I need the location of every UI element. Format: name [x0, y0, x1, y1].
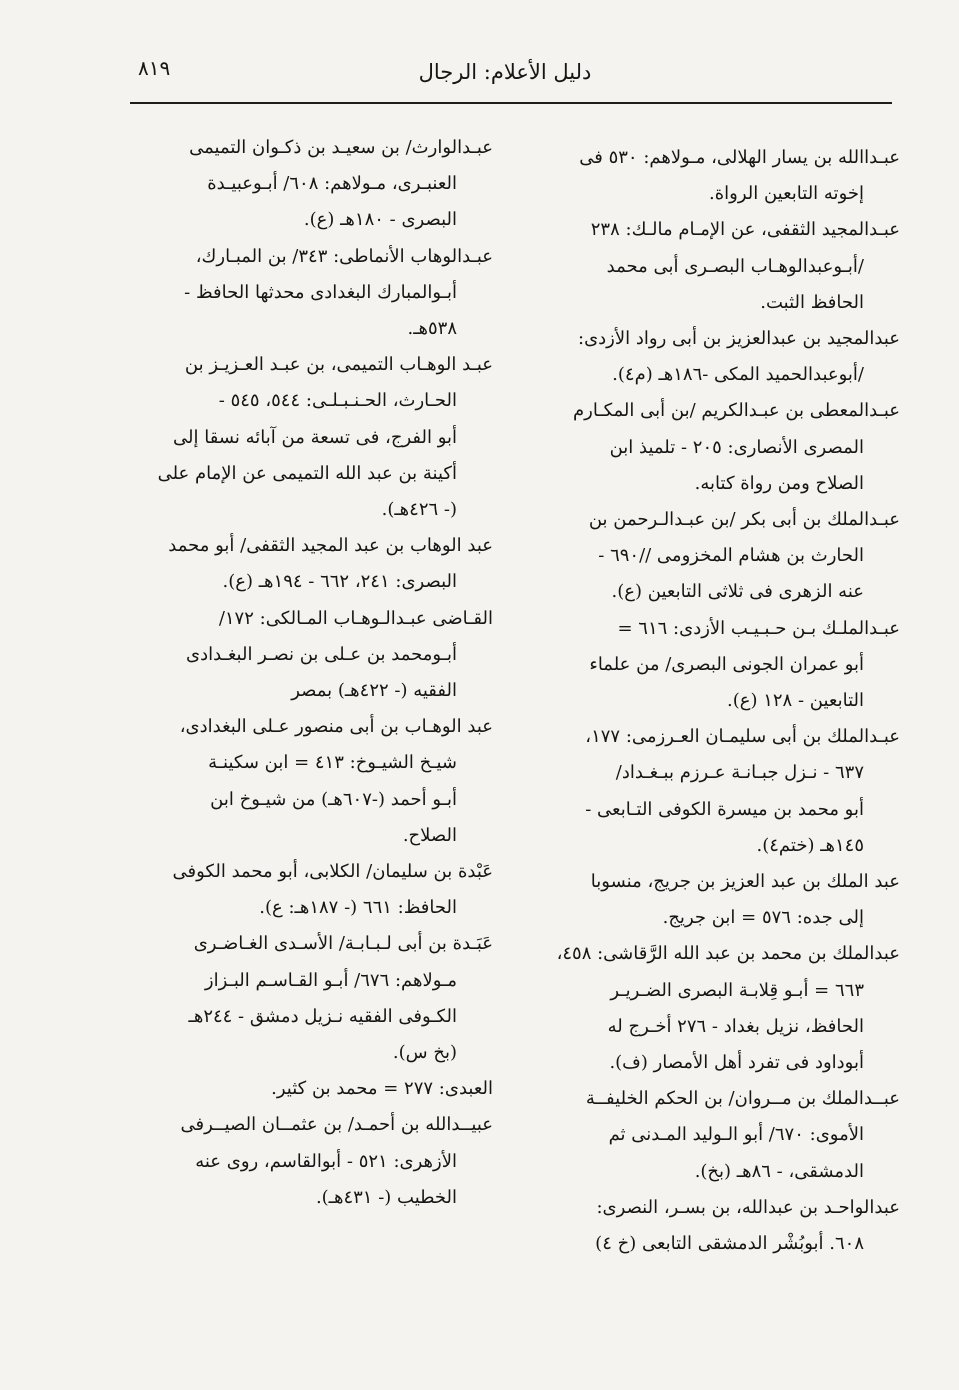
entry-continuation-line: الدمشقى، - ٨٦هـ (بخ).: [694, 1160, 864, 1182]
entry-headword-line: العبدى: ٢٧٧ = محمد بن كثير.: [271, 1078, 493, 1100]
entry-headword-line: عبد الملك بن عبد العزيز بن جريج، منسوبا: [590, 871, 900, 893]
entry-continuation-line: /أبوعبدالحميد المكى -١٨٦هـ (م٤).: [612, 364, 864, 386]
index-entry: [522, 1081, 900, 1190]
entry-headword-line: القـاضى عبـدالـوهـاب المـالكى: ١٧٢/: [218, 607, 493, 629]
entry-continuation-line: ١٤٥هـ (ختم٤).: [756, 834, 864, 856]
index-entry: [522, 393, 900, 502]
index-entry: [125, 239, 493, 348]
entry-headword-line: عبـدالملك بن أبى بكر /بن عبـدالـرحمن بن: [588, 509, 900, 531]
entry-headword-line: عبد الوهـاب بن أبى منصور عـلى البغدادى،: [179, 716, 493, 738]
index-entry: [522, 1190, 900, 1262]
entry-headword-line: عبـدالوارث/ بن سعيـد بن ذكـوان التميمى: [189, 137, 493, 158]
index-entry: [522, 321, 900, 393]
entry-continuation-line: ٦٣٧ - نـزل جبـانـة عـرزم ببـغـداد/: [615, 762, 864, 784]
index-entry: [125, 926, 493, 1071]
entry-continuation-line: أبـوالمبارك البغدادى محدثها الحافظ -: [184, 281, 457, 303]
entry-continuation-line: أبو الفرج، فى تسعة من آبائه نسقا إلى: [173, 426, 457, 448]
entry-headword-line: عبيــدالله بن أحمـد/ بن عثمــان الصيــرفى: [180, 1114, 493, 1136]
index-entry: [522, 502, 900, 611]
entry-headword-line: عبـدالملك بن أبى سليمـان العـرزمى: ١٧٧،: [585, 726, 900, 748]
entry-headword-line: عبدالمجيد بن عبدالعزيز بن أبى رواد الأزدى:: [578, 328, 900, 350]
entry-headword-line: عبد الوهاب بن عبد المجيد الثقفى/ أبو محمد: [168, 535, 493, 557]
entry-continuation-line: البصرى: ٢٤١، ٦٦٢ - ١٩٤هـ (ع).: [222, 571, 457, 593]
entry-continuation-line: الحـارث، الحـنـبـلـى: ٥٤٤، ٥٤٥ -: [218, 390, 457, 412]
running-header-title: دليل الأعلام: الرجال: [418, 60, 592, 84]
entry-continuation-line: ٥٣٨هـ.: [407, 318, 457, 340]
index-entry: [522, 611, 900, 720]
entry-continuation-line: أبوداود فى تفرد أهل الأمصار (ف).: [609, 1052, 864, 1074]
entry-continuation-line: التابعين - ١٢٨ (ع).: [726, 690, 864, 712]
entry-continuation-line: عنه الزهرى فى ثلاثى التابعين (ع).: [611, 581, 864, 603]
index-entry: [125, 347, 493, 528]
entry-headword-line: عبـدالمعطى بن عبـدالكريم /بن أبى المكـارم: [572, 400, 900, 422]
entry-continuation-line: مـولاهم: ٦٧٦/ أبـو القـاسـم البـزاز: [204, 969, 457, 991]
entry-headword-line: عبدالملك بن محمد بن عبد الله الرَّقاشى: ٤٥٨،: [556, 943, 900, 965]
entry-continuation-line: المصرى الأنصارى: ٢٠٥ - تلميذ ابن: [609, 436, 864, 458]
entry-continuation-line: ٦٦٣ = أبـو قِلابـة البصرى الضـريـر: [610, 979, 864, 1001]
entry-continuation-line: /أبـوعبدالوهـاب البصـرى أبى محمد: [606, 255, 864, 277]
page-number: ٨١٩: [138, 56, 171, 80]
entry-continuation-line: الأزهرى: ٥٢١ - أبوالقاسم، روى عنه: [195, 1150, 457, 1172]
entry-headword-line: عبـداالله بن يسار الهلالى، مـولاهم: ٥٣٠ فى: [579, 147, 900, 168]
entry-continuation-line: إخوته التابعين الرواة.: [708, 183, 864, 205]
index-entry: [522, 140, 900, 212]
entry-continuation-line: الحارث بن هشام المخزومى //٦٩٠ -: [598, 545, 864, 567]
entry-continuation-line: الحافظ، نزيل بغداد - ٢٧٦ أخـرج له: [607, 1015, 864, 1037]
entry-continuation-line: أبو عمران الجونى البصرى/ من علماء: [589, 653, 864, 675]
entry-continuation-line: أكينة بن عبد الله التميمى عن الإمام على: [157, 462, 457, 484]
entry-headword-line: عبـدالملـك بـن حـبـيـب الأزدى: ٦١٦ =: [617, 617, 900, 639]
entry-continuation-line: (بخ س).: [392, 1042, 457, 1064]
index-entry: [522, 212, 900, 321]
index-entry: [522, 719, 900, 864]
header-rule: [130, 102, 892, 104]
entry-continuation-line: أبو محمد بن ميسرة الكوفى التـابعى -: [585, 798, 864, 820]
index-entry: [522, 936, 900, 1081]
entry-continuation-line: الصلاح.: [402, 824, 457, 846]
entry-continuation-line: (- ٤٢٦هـ).: [381, 499, 457, 521]
entry-headword-line: عبـد الوهـاب التميمى، بن عبـد العـزيـز بن: [184, 354, 493, 376]
entry-headword-line: عبدالواحـد بن عبدالله، بن بسـر، النصرى:: [596, 1196, 900, 1218]
entry-headword-line: عَبَـدة بن أبى لـبـابـة/ الأسـدى الغـاضـرى: [193, 933, 493, 955]
index-entry: [522, 864, 900, 936]
left-column: [125, 130, 493, 1216]
index-entry: [125, 1107, 493, 1216]
entry-continuation-line: الكـوفى الفقيه نـزيل دمشق - ٢٤٤هـ: [188, 1005, 457, 1027]
entry-continuation-line: ٦٠٨. أبوبُشْر الدمشقى التابعى (خ ٤): [595, 1233, 864, 1255]
entry-continuation-line: إلى جده: ٥٧٦ = ابن جريج.: [662, 907, 864, 929]
index-entry: [125, 854, 493, 926]
entry-continuation-line: البصرى - ١٨٠هـ (ع).: [303, 209, 457, 231]
entry-headword-line: عَبْدة بن سليمان/ الكلابى، أبو محمد الكوفى: [172, 861, 493, 883]
entry-continuation-line: شيـخ الشيـوخ: ٤١٣ = ابن سكينـة: [208, 752, 457, 774]
index-entry: [125, 601, 493, 710]
index-entry: [125, 1071, 493, 1107]
right-column: [522, 140, 900, 1262]
entry-continuation-line: الخطيب (- ٤٣١هـ).: [315, 1186, 457, 1208]
index-entry: [125, 130, 493, 239]
entry-continuation-line: الصلاح ومن رواة كتابه.: [694, 472, 864, 494]
index-entry: [125, 709, 493, 854]
entry-continuation-line: العنبـرى، مـولاهم: ٦٠٨/ أبـوعبيـدة: [207, 173, 457, 195]
entry-headword-line: عبـدالوهاب الأنماطى: ٣٤٣/ بن المبـارك،: [195, 245, 493, 267]
entry-headword-line: عبـدالمجيد الثقفى، عن الإمـام مالـك: ٢٣٨: [590, 219, 900, 241]
entry-continuation-line: أبـو أحمد (-٦٠٧هـ) من شيـوخ ابن: [210, 788, 457, 810]
entry-continuation-line: الأموى: ٦٧٠/ أبو الـوليد المـدنى ثم: [608, 1124, 864, 1146]
entry-continuation-line: الحافظ: ٦٦١ (- ١٨٧هـ: ع).: [259, 897, 457, 919]
entry-continuation-line: الفقيه (- ٤٢٢هـ) بمصر: [291, 680, 457, 702]
index-entry: [125, 528, 493, 600]
entry-continuation-line: أبـومحمد بن عـلى بن نصـر البغـدادى: [186, 643, 457, 665]
entry-continuation-line: الحافظ الثبت.: [760, 291, 864, 313]
entry-headword-line: عبــدالملك بن مــروان/ بن الحكم الخليفــة: [585, 1088, 900, 1110]
